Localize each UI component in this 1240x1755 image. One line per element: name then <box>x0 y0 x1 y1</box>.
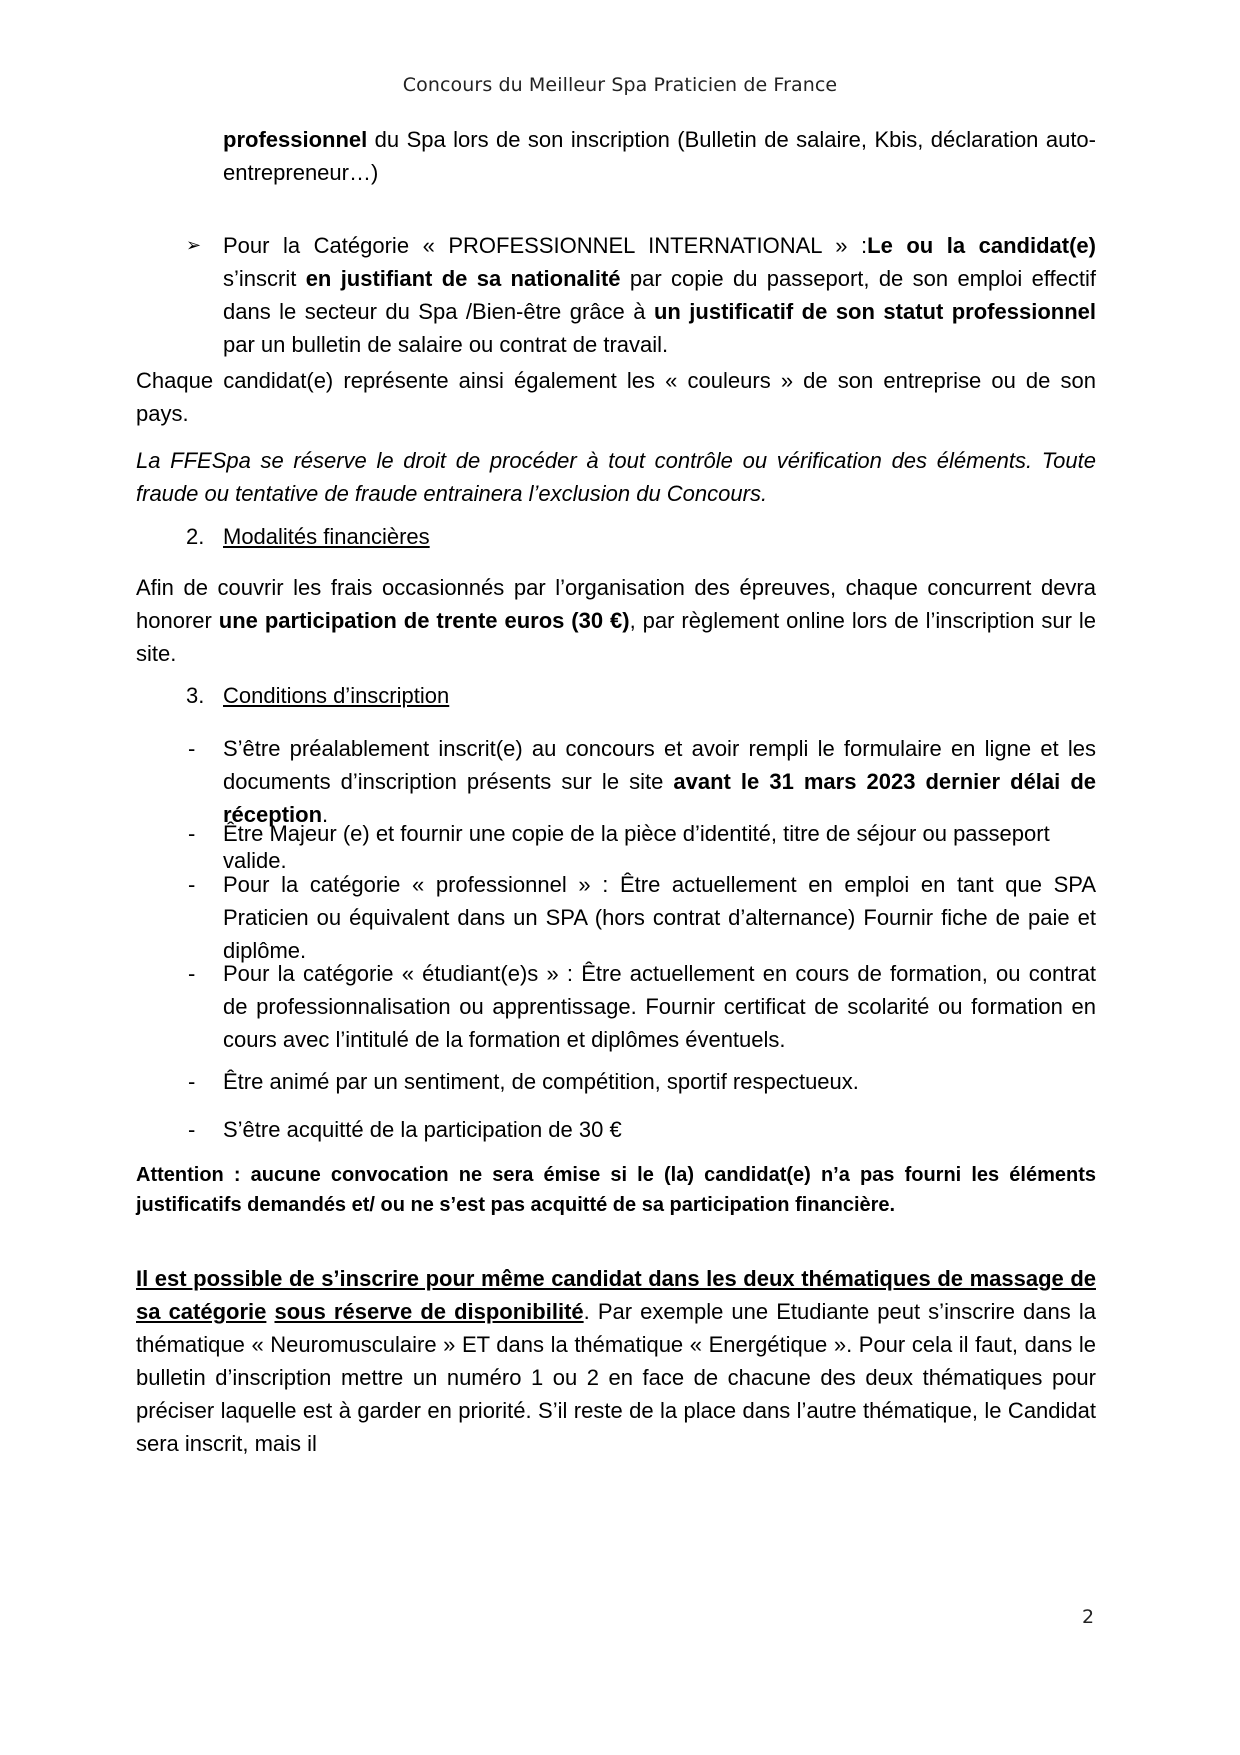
page-number: 2 <box>1082 1606 1095 1628</box>
condition-item: Être Majeur (e) et fournir une copie de la pièce d’identité, titre de séjour ou passeport valide. <box>223 821 1050 873</box>
condition-item: S’être acquitté de la participation de 30 € <box>223 1117 622 1142</box>
page-header: Concours du Meilleur Spa Praticien de France <box>402 74 838 96</box>
dash-bullet-icon: - <box>188 1117 196 1142</box>
dash-bullet-icon: - <box>188 1069 196 1094</box>
intro-continuation: professionnel du Spa lors de son inscription (Bulletin de salaire, Kbis, déclaration auto-entrepreneur…) <box>223 127 1096 185</box>
section-2-number: 2. <box>186 524 205 549</box>
control-notice: La FFESpa se réserve le droit de procéder à tout contrôle ou vérification des éléments. Toute fraude ou tentative de fraude entrainera l’exclusion du Concours. <box>136 448 1096 506</box>
condition-item: Pour la catégorie « professionnel » : Être actuellement en emploi en tant que SPA Praticien ou équivalent dans un SPA (hors contrat d’alternance) Fournir fiche de paie et diplôme. <box>223 872 1096 963</box>
section-3-number: 3. <box>186 683 205 708</box>
dash-bullet-icon: - <box>188 736 196 761</box>
colors-paragraph: Chaque candidat(e) représente ainsi également les « couleurs » de son entreprise ou de son pays. <box>136 368 1096 426</box>
dash-bullet-icon: - <box>188 821 196 846</box>
international-category-paragraph: Pour la Catégorie « PROFESSIONNEL INTERNATIONAL » :Le ou la candidat(e) s’inscrit en justifiant de sa nationalité par copie du passeport, de son emploi effectif dans le secteur du Spa /Bien-être grâce à un justificatif de son statut professionnel par un bulletin de salaire ou contrat de travail. <box>223 233 1097 357</box>
condition-item: S’être préalablement inscrit(e) au concours et avoir rempli le formulaire en ligne et les documents d’inscription présents sur le site avant le 31 mars 2023 dernier délai de réception. <box>223 736 1096 827</box>
financial-paragraph: Afin de couvrir les frais occasionnés par l’organisation des épreuves, chaque concurrent devra honorer une participation de trente euros (30 €), par règlement online lors de l’inscription sur le site. <box>136 575 1096 666</box>
dash-bullet-icon: - <box>188 872 196 897</box>
condition-item: Être animé par un sentiment, de compétition, sportif respectueux. <box>223 1069 859 1094</box>
dash-bullet-icon: - <box>188 961 196 986</box>
arrow-bullet-icon: ➢ <box>186 235 202 255</box>
section-3-title: Conditions d’inscription <box>223 683 450 708</box>
condition-item: Pour la catégorie « étudiant(e)s » : Être actuellement en cours de formation, ou contrat de professionnalisation ou apprentissage. Fournir certificat de scolarité ou formation en cours avec l’intitulé de la formation et diplômes éventuels. <box>223 961 1096 1052</box>
attention-notice: Attention : aucune convocation ne sera émise si le (la) candidat(e) n’a pas fourni les éléments justificatifs demandés et/ ou ne s’est pas acquitté de sa participation financière. <box>136 1164 1096 1216</box>
section-2-title: Modalités financières <box>223 524 430 549</box>
dual-registration-paragraph: Il est possible de s’inscrire pour même candidat dans les deux thématiques de massage de sa catégorie sous réserve de disponibilité. Par exemple une Etudiante peut s’inscrire dans la thématique « Neuromusculaire » ET dans la thématique « Energétique ». Pour cela il faut, dans le bulletin d’inscription mettre un numéro 1 ou 2 en face de chacune des deux thématiques pour préciser laquelle est à garder en priorité. S’il reste de la place dans l’autre thématique, le Candidat sera inscrit, mais il <box>136 1266 1096 1456</box>
